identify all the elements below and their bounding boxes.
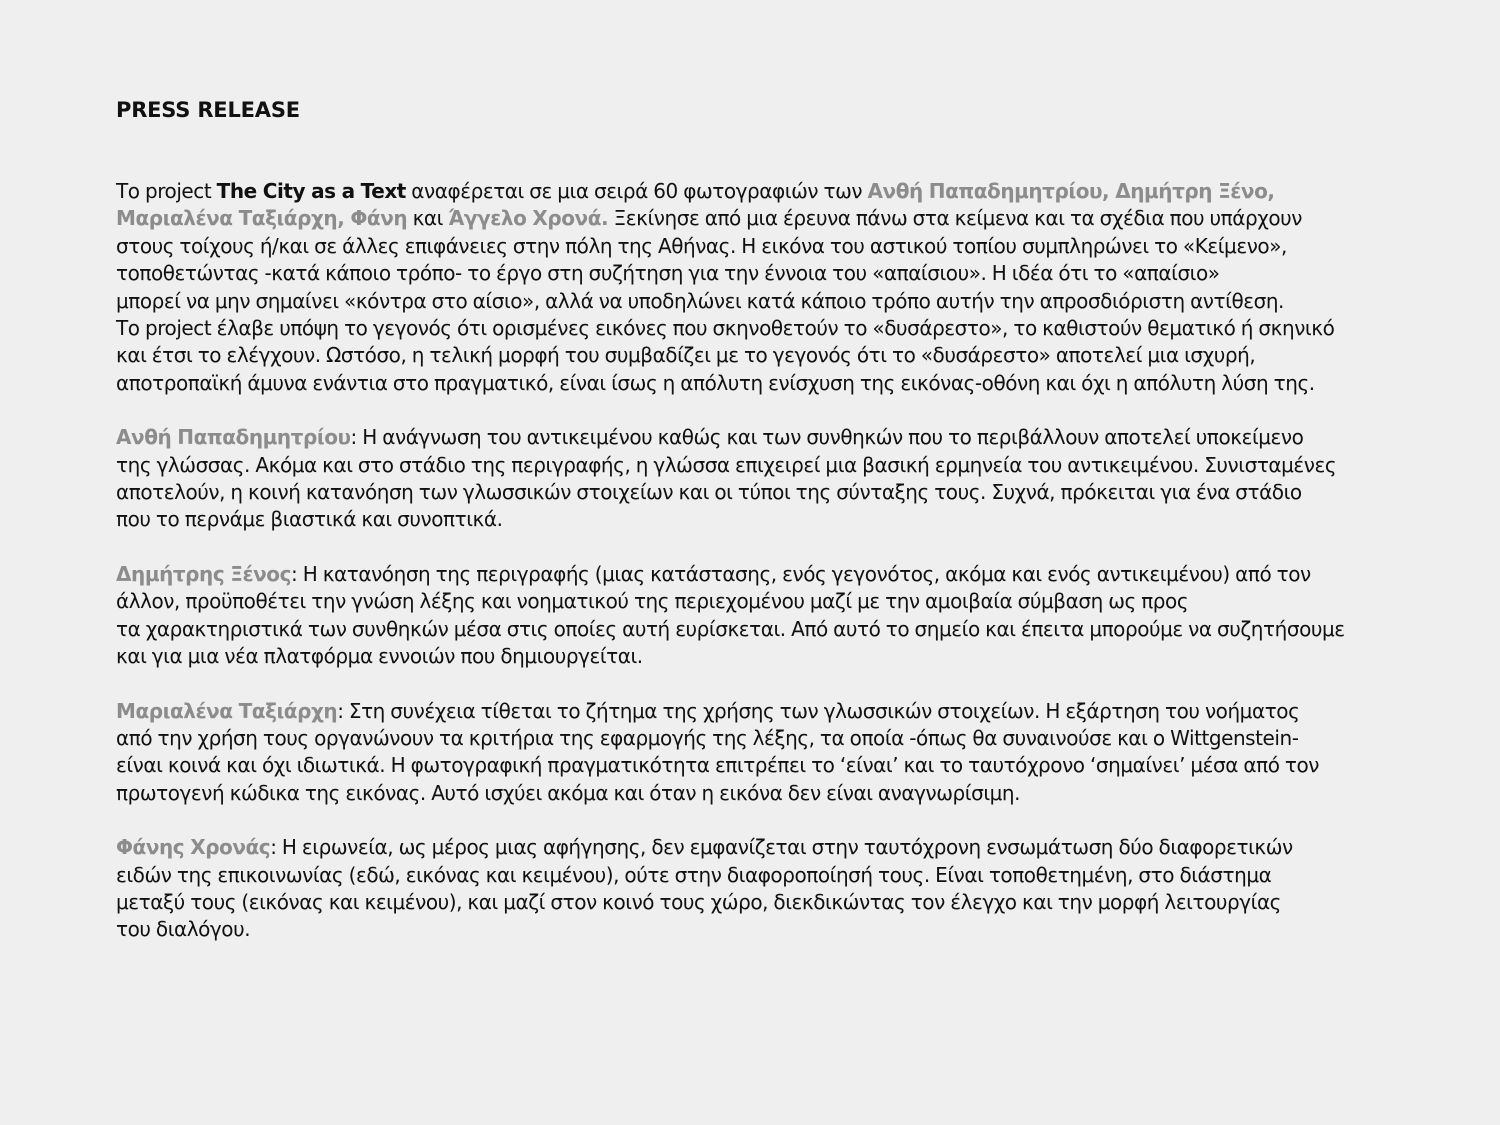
intro-text: Ξεκίνησε από μια έρευνα πάνω στα κείμενα και τα σχέδια που υπάρχουν [608,206,1302,231]
artist-names: Ανθή Παπαδημητρίου, Δημήτρη Ξένο, [867,179,1275,203]
intro-line: Το project έλαβε υπόψη το γεγονός ότι ορισμένες εικόνες που σκηνοθετούν το «δυσάρεστο», το καθιστούν θεματικό ή σκηνικό [116,316,1335,341]
statement-line: άλλον, προϋποθέτει την γνώση λέξης και νοηματικού της περιεχομένου μαζί με την αμοιβαία σύμβαση ως προς [116,589,1189,614]
artist-name: Ανθή Παπαδημητρίου [116,425,351,450]
intro-line: αποτροπαϊκή άμυνα ενάντια στο πραγματικό, είναι ίσως η απόλυτη ενίσχυση της εικόνας-οθόνη και όχι η απόλυτη λύση της. [116,370,1315,395]
artist-name: Μαριαλένα Ταξιάρχη [116,698,338,723]
statement-line: του διαλόγου. [116,917,251,942]
press-release-document [116,96,1426,944]
statement-text: : Η ανάγνωση του αντικειμένου καθώς και των συνθηκών που το περιβάλλουν αποτελεί υποκείμενο [350,425,1304,450]
statement-line: ειδών της επικοινωνίας (εδώ, εικόνας και κειμένου), ούτε στην διαφοροποίησή τους. Είναι τοποθετημένη, στο διάστημα [116,862,1272,887]
intro-line [116,205,1426,232]
statement-line: αποτελούν, η κοινή κατανόηση των γλωσσικών στοιχείων και οι τύποι της σύνταξης τους. Συχνά, πρόκειται για ένα στάδιο [116,480,1302,505]
statement-line [116,561,1426,588]
intro-line [116,178,1426,205]
statement-text: : Στη συνέχεια τίθεται το ζήτημα της χρήσης των γλωσσικών στοιχείων. Η εξάρτηση του νοήματος [337,698,1300,723]
statement-line: της γλώσσας. Ακόμα και στο στάδιο της περιγραφής, η γλώσσα επιχειρεί μια βασική ερμηνεία του αντικειμένου. Συνισταμένες [116,452,1337,477]
page-title: PRESS RELEASE [116,98,300,122]
statement-line: είναι κοινά και όχι ιδιωτικά. Η φωτογραφική πραγματικότητα επιτρέπει το ‘είναι’ και το ταυτόχρονο ‘σημαίνει’ μέσα από τον [116,753,1320,778]
artist-statement-chronas [116,834,1426,944]
statement-line [116,834,1426,861]
statement-text: : Η κατανόηση της περιγραφής (μιας κατάστασης, ενός γεγονότος, ακόμα και ενός αντικειμένου) από τον [291,561,1311,586]
artist-names: Μαριαλένα Ταξιάρχη, Φάνη [116,206,408,231]
artist-statement-taxiarchi [116,698,1426,808]
intro-text: αναφέρεται σε μια σειρά 60 φωτογραφιών των [405,179,868,203]
intro-line: τοποθετώντας -κατά κάποιο τρόπο- το έργο στη συζήτηση για την έννοια του «απαίσιου». Η ιδέα ότι το «απαίσιο» [116,261,1220,286]
artist-statement-papadimitriou [116,424,1426,534]
intro-line: και έτσι το ελέγχουν. Ωστόσο, η τελική μορφή του συμβαδίζει με το γεγονός ότι το «δυσάρεστο» αποτελεί μια ισχυρή, [116,343,1256,368]
statement-line: μεταξύ τους (εικόνας και κειμένου), και μαζί στον κοινό τους χώρο, διεκδικώντας τον έλεγχο και την μορφή λειτουργίας [116,889,1281,914]
statement-line: τα χαρακτηριστικά των συνθηκών μέσα στις οποίες αυτή ευρίσκεται. Από αυτό το σημείο και έπειτα μπορούμε να συζητήσουμε [116,616,1345,641]
artist-name: Δημήτρης Ξένος [116,561,291,586]
intro-line: μπορεί να μην σημαίνει «κόντρα στο αίσιο», αλλά να υποδηλώνει κατά κάποιο τρόπο αυτήν την απροσδιόριστη αντίθεση. [116,288,1284,313]
project-title: The City as a Text [216,179,406,203]
statement-line: πρωτογενή κώδικα της εικόνας. Αυτό ισχύει ακόμα και όταν η εικόνα δεν είναι αναγνωρίσιμη. [116,780,1021,805]
statement-line: και για μια νέα πλατφόρμα εννοιών που δημιουργείται. [116,644,643,669]
statement-line [116,698,1426,725]
artist-names: Άγγελο Χρονά. [448,206,609,231]
artist-statement-xenos [116,561,1426,671]
statement-text: : Η ειρωνεία, ως μέρος μιας αφήγησης, δεν εμφανίζεται στην ταυτόχρονη ενσωμάτωση δύο διαφορετικών [270,835,1293,860]
intro-paragraph [116,178,1426,397]
statement-line: που το περνάμε βιαστικά και συνοπτικά. [116,507,503,532]
statement-line: από την χρήση τους οργανώνουν τα κριτήρια της εφαρμογής της λέξης, τα οποία -όπως θα συναινούσε και ο Wittgenstein- [116,725,1299,750]
intro-line: στους τοίχους ή/και σε άλλες επιφάνειες στην πόλη της Αθήνας. Η εικόνα του αστικού τοπίου συμπληρώνει το «Κείμενο», [116,233,1287,258]
artist-name: Φάνης Χρονάς [116,835,271,860]
statement-line [116,424,1426,451]
intro-text: Το project [116,179,217,203]
intro-text: και [407,206,449,231]
